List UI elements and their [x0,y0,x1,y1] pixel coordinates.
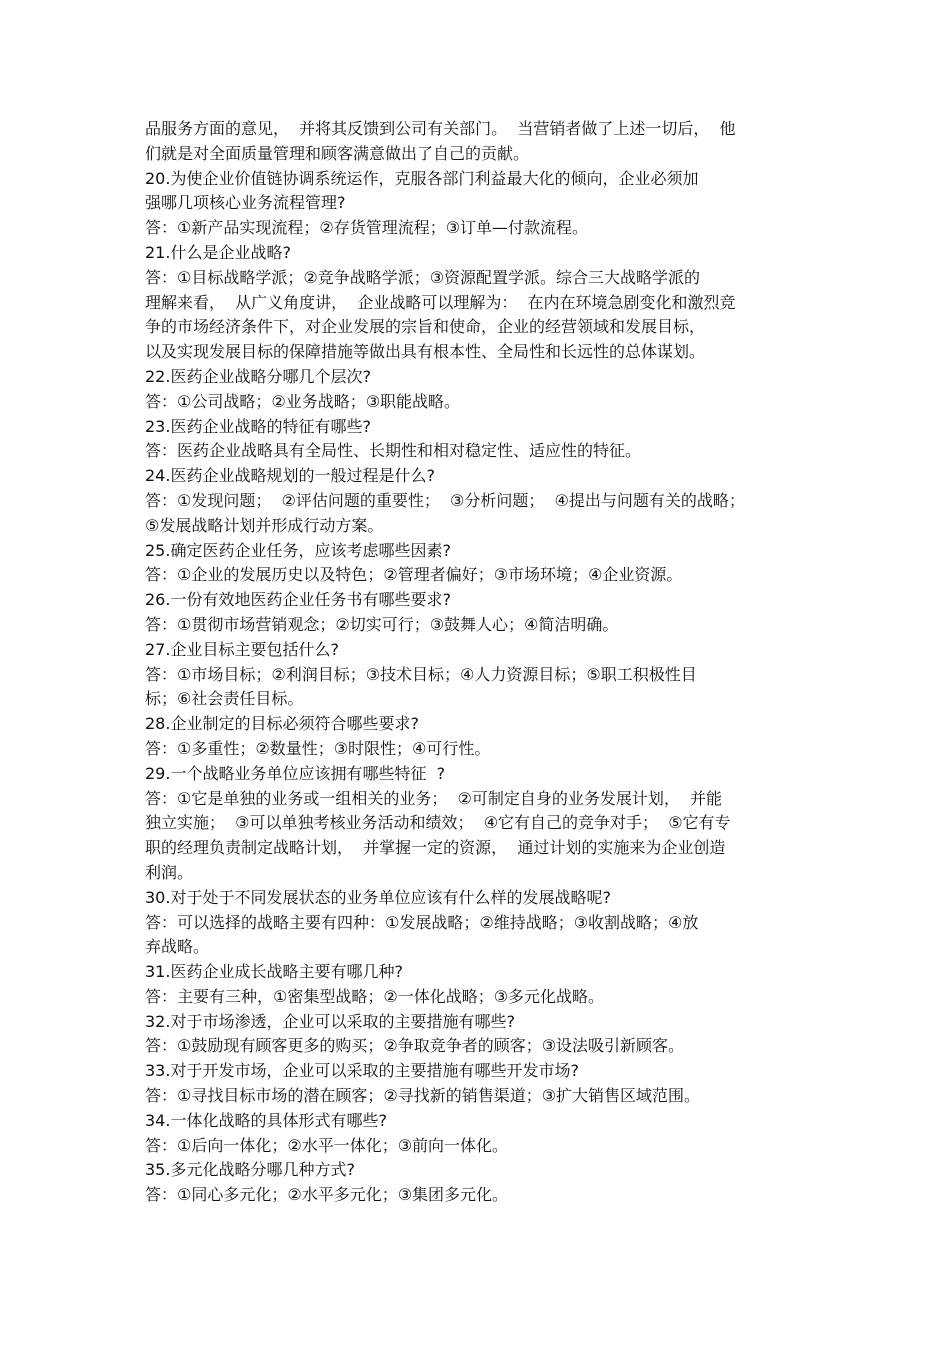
answer-line: 答：医药企业战略具有全局性、长期性和相对稳定性、适应性的特征。 [145,441,642,461]
answer-line: 答：①市场目标；②利润目标；③技术目标；④人力资源目标；⑤职工积极性目 [145,664,697,684]
question-line: 21.什么是企业战略? [145,242,291,262]
question-line: 32.对于市场渗透，企业可以采取的主要措施有哪些? [145,1011,515,1031]
question-line: 28.企业制定的目标必须符合哪些要求? [145,714,419,734]
answer-line: 答：①同心多元化；②水平多元化；③集团多元化。 [145,1185,509,1205]
answer-line: 答：①鼓励现有顾客更多的购买；②争取竞争者的顾客；③设法吸引新顾客。 [145,1036,685,1056]
answer-line: 答：①企业的发展历史以及特色；②管理者偏好；③市场环境；④企业资源。 [145,565,683,585]
question-line: 27.企业目标主要包括什么? [145,639,339,659]
text-line: 们就是对全面质量管理和顾客满意做出了自己的贡献。 [145,143,530,163]
question-line: 24.医药企业战略规划的一般过程是什么? [145,466,435,486]
question-line: 22.医药企业战略分哪几个层次? [145,366,371,386]
question-line: 26.一份有效地医药企业任务书有哪些要求? [145,590,451,610]
answer-line: 理解来看， 从广义角度讲， 企业战略可以理解为： 在内在环境急剧变化和激烈竞 [145,292,736,312]
question-line: 30.对于处于不同发展状态的业务单位应该有什么样的发展战略呢? [145,887,611,907]
document-body [145,117,815,1208]
answer-line: 独立实施； ③可以单独考核业务活动和绩效； ④它有自己的竞争对手； ⑤它有专 [145,813,731,833]
answer-line: 答：①后向一体化；②水平一体化；③前向一体化。 [145,1135,509,1155]
answer-line: 答：①多重性；②数量性；③时限性；④可行性。 [145,738,491,758]
answer-line: 答：①公司战略；②业务战略；③职能战略。 [145,391,461,411]
text-line: 品服务方面的意见， 并将其反馈到公司有关部门。 当营销者做了上述一切后， 他 [145,119,736,138]
answer-line: 答：①目标战略学派；②竞争战略学派；③资源配置学派。综合三大战略学派的 [145,267,701,287]
answer-line: 答：①发现问题； ②评估问题的重要性； ③分析问题； ④提出与问题有关的战略； [145,490,745,510]
question-line: 强哪几项核心业务流程管理? [145,193,346,213]
answer-line: 答：①贯彻市场营销观念；②切实可行；③鼓舞人心；④简洁明确。 [145,614,619,634]
question-line: 25.确定医药企业任务，应该考虑哪些因素? [145,540,451,560]
question-line: 23.医药企业战略的特征有哪些? [145,416,371,436]
question-line: 29.一个战略业务单位应该拥有哪些特征 ? [145,763,446,783]
answer-line: 答：①新产品实现流程；②存货管理流程；③订单—付款流程。 [145,218,589,238]
answer-line: 利润。 [145,862,194,882]
question-line: 34.一体化战略的具体形式有哪些? [145,1110,387,1130]
answer-line: 标；⑥社会责任目标。 [145,689,304,709]
question-line: 33.对于开发市场，企业可以采取的主要措施有哪些开发市场? [145,1061,579,1081]
answer-line: 答：可以选择的战略主要有四种：①发展战略；②维持战略；③收割战略；④放 [145,912,699,932]
answer-line: 答：①寻找目标市场的潜在顾客；②寻找新的销售渠道；③扩大销售区域范围。 [145,1086,701,1106]
answer-line: 弃战略。 [145,937,210,957]
answer-line: 答：主要有三种，①密集型战略；②一体化战略；③多元化战略。 [145,986,605,1006]
question-line: 35.多元化战略分哪几种方式? [145,1160,355,1180]
answer-line: 职的经理负责制定战略计划， 并掌握一定的资源， 通过计划的实施来为企业创造 [145,838,726,858]
answer-line: 答：①它是单独的业务或一组相关的业务； ②可制定自身的业务发展计划， 并能 [145,788,723,808]
question-line: 20.为使企业价值链协调系统运作，克服各部门利益最大化的倾向，企业必须加 [145,168,699,188]
answer-line: ⑤发展战略计划并形成行动方案。 [145,515,384,535]
question-line: 31.医药企业成长战略主要有哪几种? [145,962,403,982]
answer-line: 争的市场经济条件下，对企业发展的宗旨和使命，企业的经营领域和发展目标， [145,317,706,337]
answer-line: 以及实现发展目标的保障措施等做出具有根本性、全局性和长远性的总体谋划。 [145,342,706,362]
